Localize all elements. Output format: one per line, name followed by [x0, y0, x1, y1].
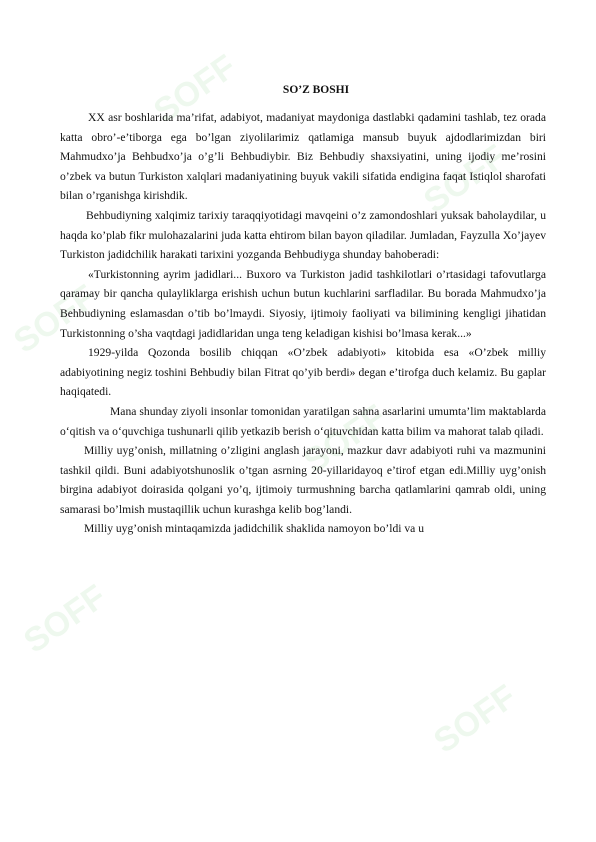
watermark-text: SOFF	[17, 577, 114, 661]
page-title: SO’Z BOSHI	[282, 84, 350, 96]
paragraph-intro: XX asr boshlarida ma’rifat, adabiyot, madaniyat maydoniga dastlabki qadamini tashlab, tez orada katta obro’-e’tiborga ega bo’lgan ziyolilarimiz qatlamiga mansub buyuk ajdodlarimizdan biri Mahmudxo’ja Behbudxo’ja o’g’li Behbudiybir. Biz Behbudiy shaxsiyatini, uning ijodiy me’rosini o’zbek va butun Turkiston xalqlari madaniyatining buyuk vakili sifatida endigina faqat Istiqlol sharofati bilan o’rganishga kirishdik.	[60, 111, 546, 203]
paragraph-contemporaries: Behbudiyning xalqimiz tarixiy taraqqiyotidagi mavqeini o’z zamondoshlari yuksak baholaydilar, u haqda ko’plab fikr mulohazalarini juda katta ehtirom bilan bayon qiladilar. Jumladan, Fayzulla Xo’jayev Turkiston jadidchilik harakati tarixini yozganda Behbudiyga shunday bahoberadi:	[60, 208, 546, 262]
document-page	[60, 84, 546, 539]
paragraph-awakening: Milliy uyg’onish, millatning o’zligini anglash jarayoni, mazkur davr adabiyoti ruhi va mazmunini tashkil qildi. Buni adabiyotshunoslik o’tgan asrning 20-yillaridayoq e’tirof etgan edi.Milliy uyg’onish birgina adabiyot doirasida qolgani yo’q, ijtimoiy turmushning barcha qatlamlarini qamrab oldi, uning samarasi bo’lmish mustaqillik uchun kurashga kelib bog’landi.	[60, 444, 546, 516]
watermark-text: SOFF	[147, 47, 244, 131]
watermark-text: SOFF	[297, 397, 394, 481]
watermark-text: SOFF	[7, 277, 104, 361]
paragraph-quote: «Turkistonning ayrim jadidlari... Buxoro va Turkiston jadid tashkilotlari o’rtasidagi tafovutlarga qaramay bir qancha qulayliklarga erishish uchun butun kuchlarini sarfladilar. Bu borada Mahmudxo’ja Behbudiyning eslamasdan o’tib bo’lmaydi. Siyosiy, ijtimoiy faoliyati va bilimining kengligi jihatidan Turkistonning o’sha vaqtdagi jadidlaridan unga teng keladigan kishisi bo’lmasa kerak...»	[60, 267, 546, 340]
watermark-text: SOFF	[417, 137, 514, 221]
paragraph-1929: 1929-yilda Qozonda bosilib chiqqan «O’zbek adabiyoti» kitobida esa «O’zbek milliy adabiyotining negiz toshini Behbudiy bilan Fitrat qo’yib berdi» degan e’tirofga duch kelamiz. Bu gaplar haqiqatedi.	[60, 346, 546, 399]
paragraph-jadidism: Milliy uyg’onish mintaqamizda jadidchilik shaklida namoyon bo’ldi va u	[84, 522, 425, 536]
paragraph-teaching: Mana shunday ziyoli insonlar tomonidan yaratilgan sahna asarlarini umumta’lim maktablarda o‘qitish va o‘quvchiga tushunarli qilib yetkazib berish o‘qituvchidan katta bilim va mahorat talab qiladi.	[60, 404, 546, 438]
watermark-text: SOFF	[427, 677, 524, 761]
